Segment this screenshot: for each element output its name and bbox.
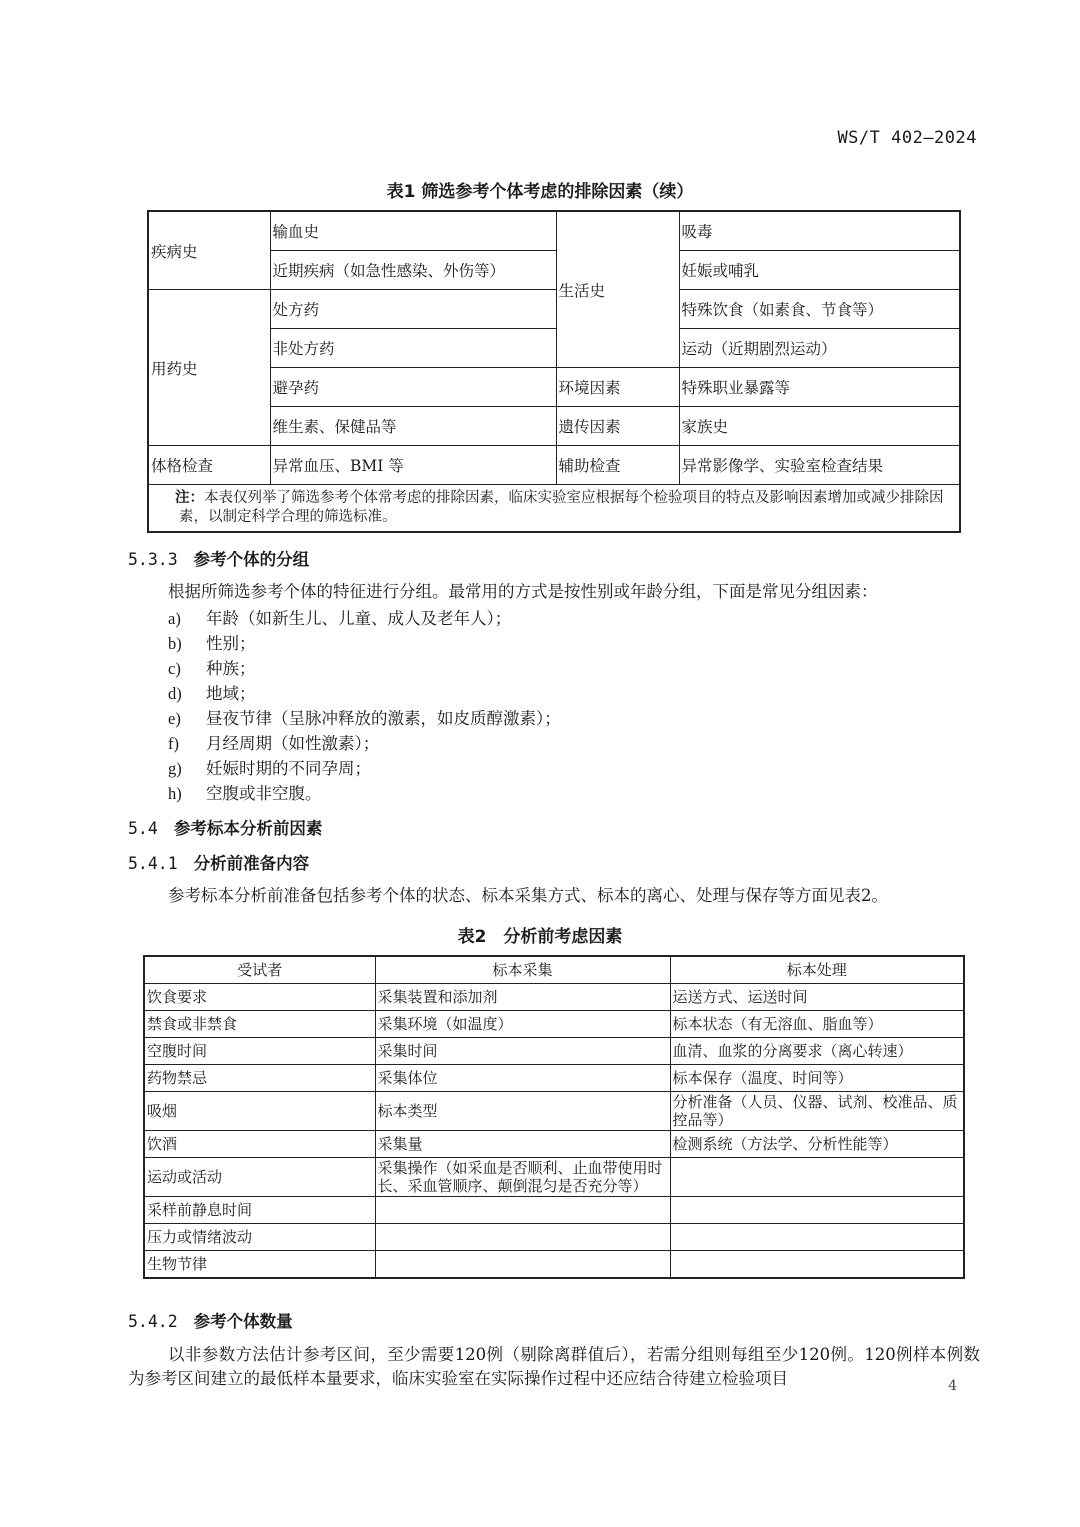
table-cell: 处方药 <box>270 290 556 329</box>
table-row <box>148 368 960 407</box>
table-row <box>148 251 960 290</box>
section-533-intro: 根据所筛选参考个体的特征进行分组。最常用的方式是按性别或年龄分组，下面是常见分组因素： <box>168 582 878 601</box>
table-cell: 血清、血浆的分离要求（离心转速） <box>670 1038 964 1065</box>
table-cell: 辅助检查 <box>556 446 679 485</box>
table-row <box>144 1011 964 1038</box>
table-cell <box>670 1251 964 1279</box>
list-text: 妊娠时期的不同孕周； <box>206 759 371 778</box>
table-cell: 药物禁忌 <box>144 1065 375 1092</box>
table-cell: 采集时间 <box>375 1038 670 1065</box>
table-row <box>144 1224 964 1251</box>
list-item <box>168 705 561 729</box>
table-cell: 标本保存（温度、时间等） <box>670 1065 964 1092</box>
table-row <box>144 1251 964 1279</box>
table-cell: 异常影像学、实验室检查结果 <box>679 446 960 485</box>
table-cell <box>670 1197 964 1224</box>
table-cell: 压力或情绪波动 <box>144 1224 375 1251</box>
table-cell: 运动（近期剧烈运动） <box>679 329 960 368</box>
list-text: 种族； <box>206 659 256 678</box>
table-cell: 妊娠或哺乳 <box>679 251 960 290</box>
table-cell: 近期疾病（如急性感染、外伤等） <box>270 251 556 290</box>
table-cell <box>670 1158 964 1197</box>
table-cell: 生活史 <box>556 211 679 368</box>
list-text: 地域； <box>206 684 256 703</box>
table-cell: 异常血压、BMI 等 <box>270 446 556 485</box>
table-row <box>148 290 960 329</box>
list-text: 年龄（如新生儿、儿童、成人及老年人）； <box>206 609 512 628</box>
list-text: 昼夜节律（呈脉冲释放的激素，如皮质醇激素）； <box>206 709 561 728</box>
section-number: 5.4 <box>128 819 158 838</box>
section-heading-542 <box>128 1308 293 1332</box>
table-cell: 体格检查 <box>148 446 270 485</box>
table-row <box>148 407 960 446</box>
table-cell: 采集装置和添加剂 <box>375 984 670 1011</box>
table-row <box>144 1065 964 1092</box>
section-heading-541 <box>128 850 309 874</box>
table-cell: 吸毒 <box>679 211 960 251</box>
table-row <box>144 1092 964 1131</box>
table-header-row <box>144 956 964 984</box>
table-row <box>144 984 964 1011</box>
column-header: 标本采集 <box>375 956 670 984</box>
table-cell: 特殊职业暴露等 <box>679 368 960 407</box>
column-header: 标本处理 <box>670 956 964 984</box>
table-cell: 分析准备（人员、仪器、试剂、校准品、质控品等） <box>670 1092 964 1131</box>
table-cell: 非处方药 <box>270 329 556 368</box>
table2-preanalytical-factors <box>143 955 965 1279</box>
page-number: 4 <box>948 1378 957 1394</box>
section-title: 参考个体的分组 <box>193 550 310 569</box>
list-text: 月经周期（如性激素）； <box>206 734 380 753</box>
table-cell: 饮食要求 <box>144 984 375 1011</box>
table-cell: 家族史 <box>679 407 960 446</box>
table-cell: 空腹时间 <box>144 1038 375 1065</box>
table-cell <box>375 1197 670 1224</box>
table-cell <box>670 1224 964 1251</box>
note-text: 本表仅列举了筛选参考个体常考虑的排除因素，临床实验室应根据每个检验项目的特点及影响因素增加或减少排除因素，以制定科学合理的筛选标准。 <box>179 490 944 525</box>
section-542-text: 以非参数方法估计参考区间，至少需要120例（剔除离群值后），若需分组则每组至少120例。120例样本例数为参考区间建立的最低样本量要求，临床实验室在实际操作过程中还应结合待建立检验项目 <box>128 1345 980 1388</box>
table-row <box>144 1197 964 1224</box>
table-row <box>144 1131 964 1158</box>
section-title: 参考标本分析前因素 <box>173 819 323 838</box>
table2-caption: 表2 分析前考虑因素 <box>457 927 623 947</box>
list-text: 性别； <box>206 634 256 653</box>
table-note-row <box>148 485 960 533</box>
section-heading-533 <box>128 546 309 570</box>
table-cell: 标本状态（有无溶血、脂血等） <box>670 1011 964 1038</box>
table-cell: 遗传因素 <box>556 407 679 446</box>
table-cell: 运送方式、运送时间 <box>670 984 964 1011</box>
table-cell: 环境因素 <box>556 368 679 407</box>
table-row <box>148 446 960 485</box>
table-cell <box>375 1251 670 1279</box>
table-cell: 维生素、保健品等 <box>270 407 556 446</box>
list-label: e) <box>168 709 181 728</box>
list-item <box>168 755 371 779</box>
section-number: 5.4.2 <box>128 1312 178 1331</box>
table-cell: 特殊饮食（如素食、节食等） <box>679 290 960 329</box>
table1-exclusion-factors <box>147 210 961 533</box>
table-cell: 采集体位 <box>375 1065 670 1092</box>
table-cell: 采集环境（如温度） <box>375 1011 670 1038</box>
column-header: 受试者 <box>144 956 375 984</box>
table-cell: 疾病史 <box>148 211 270 290</box>
list-item <box>168 605 511 629</box>
section-number: 5.4.1 <box>128 854 178 873</box>
table-cell: 避孕药 <box>270 368 556 407</box>
list-item <box>168 680 256 704</box>
list-item <box>168 655 256 679</box>
list-item <box>168 730 379 754</box>
list-label: c) <box>168 659 181 678</box>
section-541-text: 参考标本分析前准备包括参考个体的状态、标本采集方式、标本的离心、处理与保存等方面见表2。 <box>168 886 888 905</box>
standard-code: WS/T 402—2024 <box>837 128 977 148</box>
table-cell: 采集操作（如采血是否顺利、止血带使用时长、采血管顺序、颠倒混匀是否充分等） <box>375 1158 670 1197</box>
section-number: 5.3.3 <box>128 550 178 569</box>
note-label: 注： <box>175 490 204 506</box>
table-cell: 标本类型 <box>375 1092 670 1131</box>
table-cell: 采集量 <box>375 1131 670 1158</box>
table1-note <box>148 485 960 533</box>
list-label: g) <box>168 759 182 778</box>
list-item <box>168 780 322 804</box>
table-cell: 运动或活动 <box>144 1158 375 1197</box>
table-cell: 饮酒 <box>144 1131 375 1158</box>
list-label: f) <box>168 734 179 753</box>
table1-caption: 表1 筛选参考个体考虑的排除因素（续） <box>386 182 694 202</box>
table-row <box>148 329 960 368</box>
section-heading-54 <box>128 815 322 839</box>
list-label: a) <box>168 609 181 628</box>
table-cell: 吸烟 <box>144 1092 375 1131</box>
list-text: 空腹或非空腹。 <box>206 784 322 803</box>
table-cell: 禁食或非禁食 <box>144 1011 375 1038</box>
table-row <box>148 211 960 251</box>
table-cell: 生物节律 <box>144 1251 375 1279</box>
section-title: 分析前准备内容 <box>193 854 310 873</box>
table-cell: 检测系统（方法学、分析性能等） <box>670 1131 964 1158</box>
table-cell: 输血史 <box>270 211 556 251</box>
section-title: 参考个体数量 <box>193 1312 293 1331</box>
list-label: b) <box>168 634 182 653</box>
table-cell: 用药史 <box>148 290 270 446</box>
table-cell: 采样前静息时间 <box>144 1197 375 1224</box>
table-row <box>144 1038 964 1065</box>
table-row <box>144 1158 964 1197</box>
list-label: h) <box>168 784 182 803</box>
table-cell <box>375 1224 670 1251</box>
list-label: d) <box>168 684 182 703</box>
list-item <box>168 630 256 654</box>
